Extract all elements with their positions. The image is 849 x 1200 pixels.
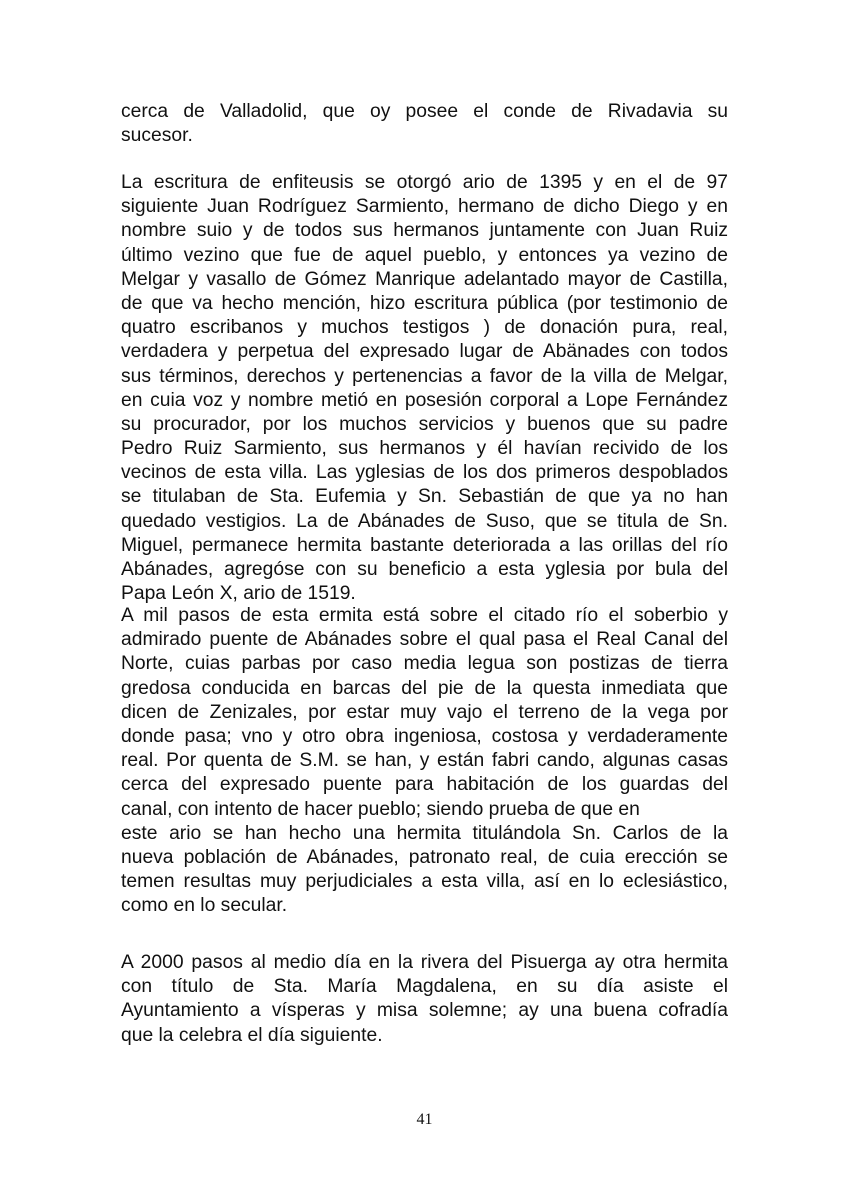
text-line: Miguel, permanece hermita bastante deteriorada a las orillas del río — [121, 534, 728, 556]
text-line: sus términos, derechos y pertenencias a favor de la villa de Melgar, — [121, 365, 728, 387]
text-line: temen resultas muy perjudiciales a esta villa, así en lo eclesiástico, — [121, 871, 728, 893]
text-line: nueva población de Abánades, patronato real, de cuia erección se — [121, 846, 728, 868]
text-line: cerca de Valladolid, que oy posee el conde de Rivadavia su — [121, 101, 728, 122]
text-line: dicen de Zenizales, por estar muy vajo el terreno de la vega por — [121, 701, 728, 723]
text-line: su procurador, por los muchos servicios y buenos que su padre — [121, 413, 728, 435]
text-line: cerca del expresado puente para habitación de los guardas del — [121, 774, 728, 796]
text-line: de que va hecho mención, hizo escritura pública (por testimonio de — [121, 292, 728, 314]
text-line: quedado vestigios. La de Abánades de Suso, que se titula de Sn. — [121, 510, 728, 532]
text-line: Ayuntamiento a vísperas y misa solemne; ay una buena cofradía — [121, 1000, 728, 1022]
text-line: que la celebra el día siguiente. — [121, 1024, 383, 1046]
text-line: canal, con intento de hacer pueblo; siendo prueba de que en — [121, 798, 640, 820]
text-line: real. Por quenta de S.M. se han, y están fabri cando, algunas casas — [121, 750, 728, 772]
text-line: vecinos de esta villa. Las yglesias de los dos primeros despoblados — [121, 462, 728, 484]
paragraph-2 — [121, 171, 728, 606]
paragraph-4 — [121, 951, 728, 1048]
text-line: A mil pasos de esta ermita está sobre el citado río el soberbio y — [121, 605, 728, 626]
text-line: con título de Sta. María Magdalena, en su día asiste el — [121, 976, 728, 998]
text-line: quatro escribanos y muchos testigos ) de donación pura, real, — [121, 317, 728, 339]
text-line: Papa León X, ario de 1519. — [121, 583, 356, 605]
text-line: Melgar y vasallo de Gómez Manrique adelantado mayor de Castilla, — [121, 268, 728, 290]
text-line: La escritura de enfiteusis se otorgó ario de 1395 y en el de 97 — [121, 172, 728, 193]
text-line: Norte, cuias parbas por caso media legua son postizas de tierra — [121, 653, 728, 675]
text-line: se titulaban de Sta. Eufemia y Sn. Sebastián de que ya no han — [121, 486, 728, 508]
text-line: verdadera y perpetua del expresado lugar de Abänades con todos — [121, 341, 728, 363]
text-line: Pedro Ruiz Sarmiento, sus hermanos y él havían recivido de los — [121, 438, 728, 460]
text-line: sucesor. — [121, 125, 193, 147]
paragraph-1 — [121, 100, 728, 148]
text-line: donde pasa; vno y otro obra ingeniosa, costosa y verdaderamente — [121, 725, 728, 747]
text-line: último vezino que fue de aquel pueblo, y entonces ya vezino de — [121, 244, 728, 266]
text-line: como en lo secular. — [121, 895, 288, 917]
text-line: Abánades, agregóse con su beneficio a esta yglesia por bula del — [121, 559, 728, 580]
text-line: nombre suio y de todos sus hermanos juntamente con Juan Ruiz — [121, 220, 728, 242]
text-line: siguiente Juan Rodríguez Sarmiento, hermano de dicho Diego y en — [121, 196, 728, 218]
text-line: admirado puente de Abánades sobre el qual pasa el Real Canal del — [121, 629, 728, 651]
text-line: A 2000 pasos al medio día en la rivera del Pisuerga ay otra hermita — [121, 952, 728, 973]
text-line: este ario se han hecho una hermita titulándola Sn. Carlos de la — [121, 822, 728, 844]
text-line: gredosa conducida en barcas del pie de la questa inmediata que — [121, 677, 728, 699]
text-line: en cuia voz y nombre metió en posesión corporal a Lope Fernández — [121, 389, 728, 411]
page-number: 41 — [416, 1111, 433, 1128]
paragraph-3 — [121, 604, 728, 918]
